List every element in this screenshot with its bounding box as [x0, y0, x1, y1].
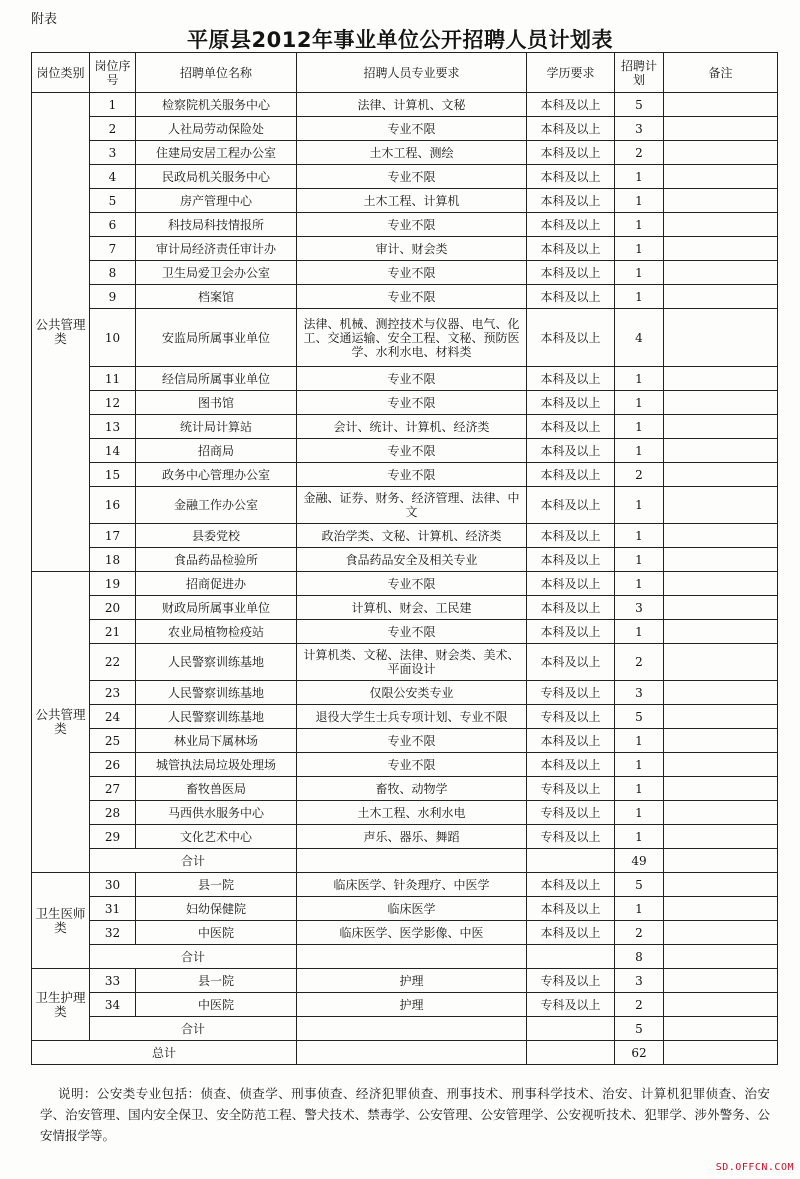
plan-count: 3: [615, 117, 664, 141]
plan-count: 2: [615, 993, 664, 1017]
subtotal-label: 合计: [90, 849, 297, 873]
plan-count: 1: [615, 189, 664, 213]
footnote: 说明：公安类专业包括：侦查、侦查学、刑事侦查、经济犯罪侦查、刑事技术、刑事科学技术、治安、计算机犯罪侦查、治安学、治安管理、国内安全保卫、安全防范工程、警犬技术、禁毒学、公安管理、公安管理学、公安视听技术、犯罪学、涉外警务、公安情报学等。: [40, 1086, 770, 1143]
major-requirement: 计算机类、文秘、法律、财会类、美术、平面设计: [297, 644, 527, 681]
remark-cell: [664, 644, 778, 681]
post-number: 22: [90, 644, 136, 681]
education-requirement: 本科及以上: [527, 463, 615, 487]
table-row: [32, 391, 778, 415]
total-value: 62: [615, 1041, 664, 1065]
plan-count: 2: [615, 141, 664, 165]
post-number: 2: [90, 117, 136, 141]
education-requirement: 本科及以上: [527, 596, 615, 620]
major-requirement: 计算机、财会、工民建: [297, 596, 527, 620]
remark-cell: [664, 524, 778, 548]
post-number: 29: [90, 825, 136, 849]
plan-count: 1: [615, 548, 664, 572]
post-number: 20: [90, 596, 136, 620]
education-requirement: 本科及以上: [527, 93, 615, 117]
unit-name: 财政局所属事业单位: [136, 596, 297, 620]
unit-name: 畜牧兽医局: [136, 777, 297, 801]
major-requirement: 专业不限: [297, 463, 527, 487]
header-row: [32, 53, 778, 93]
plan-count: 4: [615, 309, 664, 367]
post-number: 21: [90, 620, 136, 644]
plan-count: 3: [615, 596, 664, 620]
unit-name: 县一院: [136, 969, 297, 993]
header-education: 学历要求: [527, 53, 615, 93]
post-number: 28: [90, 801, 136, 825]
table-row: [32, 415, 778, 439]
unit-name: 民政局机关服务中心: [136, 165, 297, 189]
plan-count: 1: [615, 777, 664, 801]
unit-name: 人民警察训练基地: [136, 705, 297, 729]
plan-count: 1: [615, 753, 664, 777]
education-requirement: 本科及以上: [527, 897, 615, 921]
post-number: 7: [90, 237, 136, 261]
table-row: [32, 141, 778, 165]
education-requirement: 专科及以上: [527, 993, 615, 1017]
plan-count: 1: [615, 237, 664, 261]
header-major: 招聘人员专业要求: [297, 53, 527, 93]
table-row: [32, 189, 778, 213]
remark-cell: [664, 165, 778, 189]
subtotal-blank: [297, 945, 527, 969]
remark-cell: [664, 285, 778, 309]
subtotal-row: [32, 1017, 778, 1041]
unit-name: 图书馆: [136, 391, 297, 415]
subtotal-blank: [664, 849, 778, 873]
table-row: [32, 261, 778, 285]
education-requirement: 专科及以上: [527, 969, 615, 993]
post-number: 34: [90, 993, 136, 1017]
education-requirement: 专科及以上: [527, 777, 615, 801]
header-category: 岗位类别: [32, 53, 90, 93]
table-row: [32, 620, 778, 644]
unit-name: 经信局所属事业单位: [136, 367, 297, 391]
post-number: 9: [90, 285, 136, 309]
unit-name: 人民警察训练基地: [136, 681, 297, 705]
major-requirement: 仅限公安类专业: [297, 681, 527, 705]
major-requirement: 畜牧、动物学: [297, 777, 527, 801]
unit-name: 县一院: [136, 873, 297, 897]
plan-count: 2: [615, 463, 664, 487]
total-blank: [664, 1041, 778, 1065]
plan-count: 5: [615, 705, 664, 729]
plan-count: 2: [615, 921, 664, 945]
remark-cell: [664, 141, 778, 165]
remark-cell: [664, 548, 778, 572]
subtotal-label: 合计: [90, 1017, 297, 1041]
major-requirement: 专业不限: [297, 261, 527, 285]
remark-cell: [664, 705, 778, 729]
table-row: [32, 729, 778, 753]
unit-name: 人民警察训练基地: [136, 644, 297, 681]
remark-cell: [664, 117, 778, 141]
remark-cell: [664, 439, 778, 463]
table-row: [32, 439, 778, 463]
education-requirement: 本科及以上: [527, 141, 615, 165]
major-requirement: 土木工程、测绘: [297, 141, 527, 165]
table-row: [32, 524, 778, 548]
remark-cell: [664, 921, 778, 945]
post-number: 13: [90, 415, 136, 439]
total-blank: [297, 1041, 527, 1065]
table-row: [32, 825, 778, 849]
total-label: 总计: [32, 1041, 297, 1065]
post-number: 5: [90, 189, 136, 213]
plan-count: 1: [615, 572, 664, 596]
table-row: [32, 681, 778, 705]
post-number: 26: [90, 753, 136, 777]
education-requirement: 本科及以上: [527, 367, 615, 391]
major-requirement: 临床医学、针灸理疗、中医学: [297, 873, 527, 897]
header-unit: 招聘单位名称: [136, 53, 297, 93]
plan-count: 2: [615, 644, 664, 681]
subtotal-blank: [664, 1017, 778, 1041]
subtotal-value: 8: [615, 945, 664, 969]
major-requirement: 专业不限: [297, 367, 527, 391]
post-number: 25: [90, 729, 136, 753]
plan-count: 1: [615, 415, 664, 439]
education-requirement: 本科及以上: [527, 620, 615, 644]
remark-cell: [664, 801, 778, 825]
table-row: [32, 596, 778, 620]
table-row: [32, 993, 778, 1017]
table-row: [32, 237, 778, 261]
post-number: 32: [90, 921, 136, 945]
unit-name: 房产管理中心: [136, 189, 297, 213]
remark-cell: [664, 681, 778, 705]
remark-cell: [664, 391, 778, 415]
education-requirement: 本科及以上: [527, 524, 615, 548]
education-requirement: 本科及以上: [527, 237, 615, 261]
table-row: [32, 572, 778, 596]
table-row: [32, 705, 778, 729]
remark-cell: [664, 213, 778, 237]
header-number: 岗位序号: [90, 53, 136, 93]
category-cell: 卫生医师类: [32, 873, 90, 969]
major-requirement: 土木工程、计算机: [297, 189, 527, 213]
unit-name: 县委党校: [136, 524, 297, 548]
subtotal-blank: [527, 945, 615, 969]
unit-name: 统计局计算站: [136, 415, 297, 439]
plan-count: 1: [615, 285, 664, 309]
remark-cell: [664, 753, 778, 777]
education-requirement: 本科及以上: [527, 753, 615, 777]
major-requirement: 护理: [297, 969, 527, 993]
table-row: [32, 921, 778, 945]
education-requirement: 本科及以上: [527, 189, 615, 213]
major-requirement: 专业不限: [297, 213, 527, 237]
major-requirement: 法律、计算机、文秘: [297, 93, 527, 117]
unit-name: 政务中心管理办公室: [136, 463, 297, 487]
major-requirement: 审计、财会类: [297, 237, 527, 261]
plan-count: 1: [615, 524, 664, 548]
table-row: [32, 777, 778, 801]
education-requirement: 专科及以上: [527, 825, 615, 849]
post-number: 30: [90, 873, 136, 897]
remark-cell: [664, 463, 778, 487]
table-body: [32, 93, 778, 1065]
attachment-label: 附表: [31, 12, 58, 27]
education-requirement: 本科及以上: [527, 391, 615, 415]
education-requirement: 本科及以上: [527, 729, 615, 753]
subtotal-blank: [527, 849, 615, 873]
post-number: 31: [90, 897, 136, 921]
post-number: 16: [90, 487, 136, 524]
subtotal-value: 5: [615, 1017, 664, 1041]
remark-cell: [664, 993, 778, 1017]
table-row: [32, 487, 778, 524]
post-number: 1: [90, 93, 136, 117]
major-requirement: 专业不限: [297, 729, 527, 753]
unit-name: 文化艺术中心: [136, 825, 297, 849]
education-requirement: 本科及以上: [527, 285, 615, 309]
education-requirement: 专科及以上: [527, 801, 615, 825]
major-requirement: 临床医学: [297, 897, 527, 921]
unit-name: 科技局科技情报所: [136, 213, 297, 237]
subtotal-blank: [297, 849, 527, 873]
table-row: [32, 309, 778, 367]
plan-count: 1: [615, 897, 664, 921]
major-requirement: 临床医学、医学影像、中医: [297, 921, 527, 945]
unit-name: 食品药品检验所: [136, 548, 297, 572]
table-row: [32, 873, 778, 897]
plan-count: 1: [615, 367, 664, 391]
watermark: SD.OFFCN.COM: [715, 1162, 794, 1173]
major-requirement: 专业不限: [297, 165, 527, 189]
major-requirement: 食品药品安全及相关专业: [297, 548, 527, 572]
table-row: [32, 213, 778, 237]
table-row: [32, 548, 778, 572]
remark-cell: [664, 873, 778, 897]
education-requirement: 本科及以上: [527, 921, 615, 945]
education-requirement: 本科及以上: [527, 165, 615, 189]
plan-count: 5: [615, 93, 664, 117]
remark-cell: [664, 237, 778, 261]
table-row: [32, 367, 778, 391]
unit-name: 人社局劳动保险处: [136, 117, 297, 141]
unit-name: 农业局植物检疫站: [136, 620, 297, 644]
subtotal-row: [32, 945, 778, 969]
plan-count: 1: [615, 801, 664, 825]
major-requirement: 专业不限: [297, 620, 527, 644]
table-row: [32, 165, 778, 189]
major-requirement: 会计、统计、计算机、经济类: [297, 415, 527, 439]
table-row: [32, 897, 778, 921]
post-number: 14: [90, 439, 136, 463]
unit-name: 档案馆: [136, 285, 297, 309]
major-requirement: 专业不限: [297, 572, 527, 596]
post-number: 4: [90, 165, 136, 189]
subtotal-blank: [664, 945, 778, 969]
education-requirement: 本科及以上: [527, 117, 615, 141]
post-number: 10: [90, 309, 136, 367]
post-number: 33: [90, 969, 136, 993]
unit-name: 招商促进办: [136, 572, 297, 596]
unit-name: 妇幼保健院: [136, 897, 297, 921]
page-title: 平原县2012年事业单位公开招聘人员计划表: [187, 28, 613, 52]
remark-cell: [664, 309, 778, 367]
major-requirement: 专业不限: [297, 391, 527, 415]
major-requirement: 专业不限: [297, 753, 527, 777]
total-blank: [527, 1041, 615, 1065]
unit-name: 林业局下属林场: [136, 729, 297, 753]
unit-name: 住建局安居工程办公室: [136, 141, 297, 165]
plan-count: 5: [615, 873, 664, 897]
remark-cell: [664, 572, 778, 596]
recruitment-plan-table: [31, 52, 778, 1065]
major-requirement: 护理: [297, 993, 527, 1017]
plan-count: 1: [615, 165, 664, 189]
header-plan: 招聘计划: [615, 53, 664, 93]
post-number: 18: [90, 548, 136, 572]
post-number: 24: [90, 705, 136, 729]
post-number: 6: [90, 213, 136, 237]
remark-cell: [664, 367, 778, 391]
remark-cell: [664, 93, 778, 117]
plan-count: 1: [615, 825, 664, 849]
major-requirement: 专业不限: [297, 285, 527, 309]
remark-cell: [664, 729, 778, 753]
plan-count: 1: [615, 487, 664, 524]
subtotal-value: 49: [615, 849, 664, 873]
unit-name: 城管执法局垃圾处理场: [136, 753, 297, 777]
table-row: [32, 93, 778, 117]
remark-cell: [664, 487, 778, 524]
unit-name: 中医院: [136, 993, 297, 1017]
major-requirement: 退役大学生士兵专项计划、专业不限: [297, 705, 527, 729]
post-number: 17: [90, 524, 136, 548]
major-requirement: 法律、机械、测控技术与仪器、电气、化工、交通运输、安全工程、文秘、预防医学、水利水电、材料类: [297, 309, 527, 367]
education-requirement: 本科及以上: [527, 213, 615, 237]
remark-cell: [664, 897, 778, 921]
plan-count: 1: [615, 439, 664, 463]
subtotal-blank: [527, 1017, 615, 1041]
education-requirement: 本科及以上: [527, 873, 615, 897]
education-requirement: 本科及以上: [527, 572, 615, 596]
remark-cell: [664, 620, 778, 644]
subtotal-blank: [297, 1017, 527, 1041]
plan-count: 3: [615, 969, 664, 993]
table-row: [32, 644, 778, 681]
unit-name: 安监局所属事业单位: [136, 309, 297, 367]
major-requirement: 专业不限: [297, 439, 527, 463]
unit-name: 中医院: [136, 921, 297, 945]
major-requirement: 土木工程、水利水电: [297, 801, 527, 825]
post-number: 27: [90, 777, 136, 801]
remark-cell: [664, 261, 778, 285]
plan-count: 1: [615, 261, 664, 285]
major-requirement: 声乐、器乐、舞蹈: [297, 825, 527, 849]
category-cell: 卫生护理类: [32, 969, 90, 1041]
table-row: [32, 969, 778, 993]
header-remark: 备注: [664, 53, 778, 93]
post-number: 11: [90, 367, 136, 391]
table-row: [32, 753, 778, 777]
remark-cell: [664, 825, 778, 849]
major-requirement: 金融、证券、财务、经济管理、法律、中文: [297, 487, 527, 524]
unit-name: 审计局经济责任审计办: [136, 237, 297, 261]
unit-name: 招商局: [136, 439, 297, 463]
unit-name: 金融工作办公室: [136, 487, 297, 524]
table-row: [32, 801, 778, 825]
plan-count: 1: [615, 620, 664, 644]
post-number: 3: [90, 141, 136, 165]
education-requirement: 专科及以上: [527, 705, 615, 729]
subtotal-label: 合计: [90, 945, 297, 969]
major-requirement: 专业不限: [297, 117, 527, 141]
education-requirement: 本科及以上: [527, 439, 615, 463]
education-requirement: 本科及以上: [527, 309, 615, 367]
table-row: [32, 117, 778, 141]
table-row: [32, 285, 778, 309]
remark-cell: [664, 969, 778, 993]
table-row: [32, 463, 778, 487]
unit-name: 马西供水服务中心: [136, 801, 297, 825]
post-number: 12: [90, 391, 136, 415]
post-number: 23: [90, 681, 136, 705]
education-requirement: 本科及以上: [527, 548, 615, 572]
remark-cell: [664, 415, 778, 439]
unit-name: 卫生局爱卫会办公室: [136, 261, 297, 285]
post-number: 19: [90, 572, 136, 596]
category-cell: 公共管理类: [32, 93, 90, 572]
post-number: 8: [90, 261, 136, 285]
education-requirement: 本科及以上: [527, 644, 615, 681]
plan-count: 3: [615, 681, 664, 705]
plan-count: 1: [615, 729, 664, 753]
plan-count: 1: [615, 391, 664, 415]
unit-name: 检察院机关服务中心: [136, 93, 297, 117]
total-row: [32, 1041, 778, 1065]
education-requirement: 本科及以上: [527, 415, 615, 439]
remark-cell: [664, 777, 778, 801]
remark-cell: [664, 189, 778, 213]
education-requirement: 本科及以上: [527, 487, 615, 524]
education-requirement: 专科及以上: [527, 681, 615, 705]
post-number: 15: [90, 463, 136, 487]
plan-count: 1: [615, 213, 664, 237]
subtotal-row: [32, 849, 778, 873]
category-cell: 公共管理类: [32, 572, 90, 873]
remark-cell: [664, 596, 778, 620]
major-requirement: 政治学类、文秘、计算机、经济类: [297, 524, 527, 548]
education-requirement: 本科及以上: [527, 261, 615, 285]
